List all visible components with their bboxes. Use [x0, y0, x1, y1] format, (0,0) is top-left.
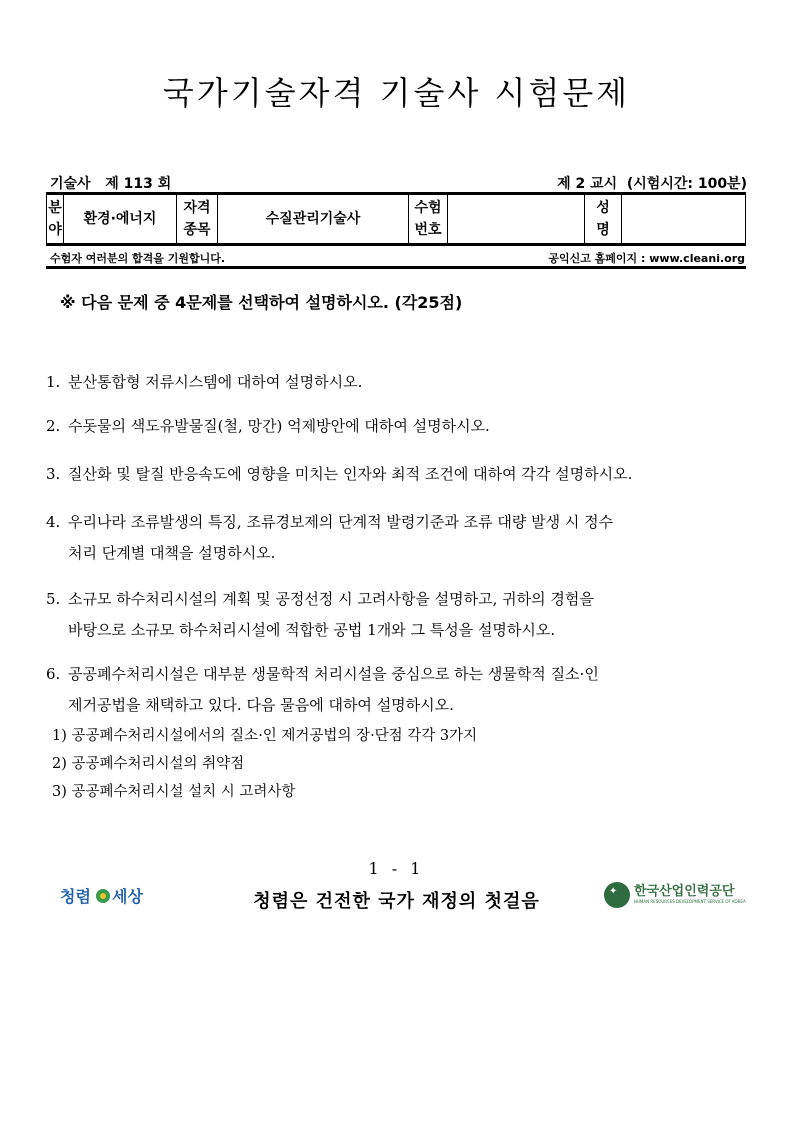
question-number: 2. — [46, 417, 61, 435]
exam-no-field[interactable] — [448, 194, 585, 245]
question-6 — [46, 659, 751, 721]
name-label-cell — [585, 194, 622, 245]
exam-no-label-2: 번호 — [414, 222, 442, 238]
qual-value: 수질관리기술사 — [218, 194, 409, 245]
question-text: 수돗물의 색도유발물질(철, 망간) 억제방안에 대하여 설명하시오. — [68, 417, 490, 435]
hrdk-logo-subtext: HUMAN RESOURCES DEVELOPMENT SERVICE OF KOREA — [634, 899, 746, 904]
question-text-continued: 바탕으로 소규모 하수처리시설에 적합한 공법 1개와 그 특성을 설명하시오. — [68, 621, 556, 639]
question-number: 3. — [46, 465, 61, 483]
candidate-info-table — [46, 192, 746, 246]
question-text: 분산통합형 저류시스템에 대하여 설명하시오. — [68, 373, 363, 391]
name-field[interactable] — [622, 194, 746, 245]
question-number: 1. — [46, 373, 61, 391]
subquestion-2: 2) 공공폐수처리시설의 취약점 — [52, 756, 245, 772]
name-label-1: 성 — [596, 200, 610, 216]
subquestion-3: 3) 공공폐수처리시설 설치 시 고려사항 — [52, 784, 296, 800]
good-luck-notice: 수험자 여러분의 합격을 기원합니다. — [50, 252, 226, 265]
question-text: 공공폐수처리시설은 대부분 생물학적 처리시설을 중심으로 하는 생물학적 질소·인 — [68, 665, 599, 683]
exam-session: 제 2 교시 (시험시간: 100분) — [557, 176, 747, 192]
page-title: 국가기술자격 기술사 시험문제 — [162, 74, 631, 112]
question-number: 6. — [46, 665, 61, 683]
svg-text:청렴: 청렴 — [60, 887, 91, 906]
svg-text:세상: 세상 — [112, 887, 143, 906]
question-4 — [46, 507, 751, 569]
question-number: 4. — [46, 513, 61, 531]
qual-label-2: 종목 — [183, 222, 211, 238]
question-text-continued: 제거공법을 채택하고 있다. 다음 물음에 대하여 설명하시오. — [68, 696, 454, 714]
exam-round: 기술사 제 113 회 — [50, 176, 172, 192]
qual-label-cell — [177, 194, 218, 245]
hrdk-logo-text: 한국산업인력공단 — [634, 884, 735, 899]
header-divider — [46, 266, 746, 269]
question-2 — [46, 411, 751, 442]
question-1 — [46, 367, 751, 398]
question-5 — [46, 584, 751, 646]
question-text: 우리나라 조류발생의 특징, 조류경보제의 단계적 발령기준과 조류 대량 발생 시 정수 — [68, 513, 614, 531]
subquestion-1: 1) 공공폐수처리시설에서의 질소·인 제거공법의 장·단점 각각 3가지 — [52, 728, 478, 744]
exam-no-label-1: 수험 — [414, 200, 442, 216]
qual-label-1: 자격 — [183, 200, 211, 216]
hrdk-emblem-icon: ✦ — [604, 882, 630, 908]
question-text: 질산화 및 탈질 반응속도에 영향을 미치는 인자와 최적 조건에 대하여 각각 설명하시오. — [68, 465, 633, 483]
question-text-continued: 처리 단계별 대책을 설명하시오. — [68, 544, 276, 562]
hrdk-logo — [604, 880, 764, 912]
page-number: 1 - 1 — [368, 859, 425, 878]
field-value: 환경·에너지 — [64, 194, 177, 245]
integrity-slogan: 청렴은 건전한 국가 재정의 첫걸음 — [253, 891, 540, 912]
field-label-2: 야 — [48, 222, 62, 238]
question-number: 5. — [46, 590, 61, 608]
question-text: 소규모 하수처리시설의 계획 및 공정선정 시 고려사항을 설명하고, 귀하의 경험을 — [68, 590, 594, 608]
name-label-2: 명 — [596, 222, 610, 238]
question-3 — [46, 459, 751, 490]
instruction: ※ 다음 문제 중 4문제를 선택하여 설명하시오. (각25점) — [60, 293, 463, 312]
field-label-cell — [47, 194, 64, 245]
whistleblower-site-notice: 공익신고 홈페이지 : www.cleani.org — [548, 252, 745, 265]
exam-no-label-cell — [409, 194, 448, 245]
field-label-1: 분 — [48, 200, 62, 216]
